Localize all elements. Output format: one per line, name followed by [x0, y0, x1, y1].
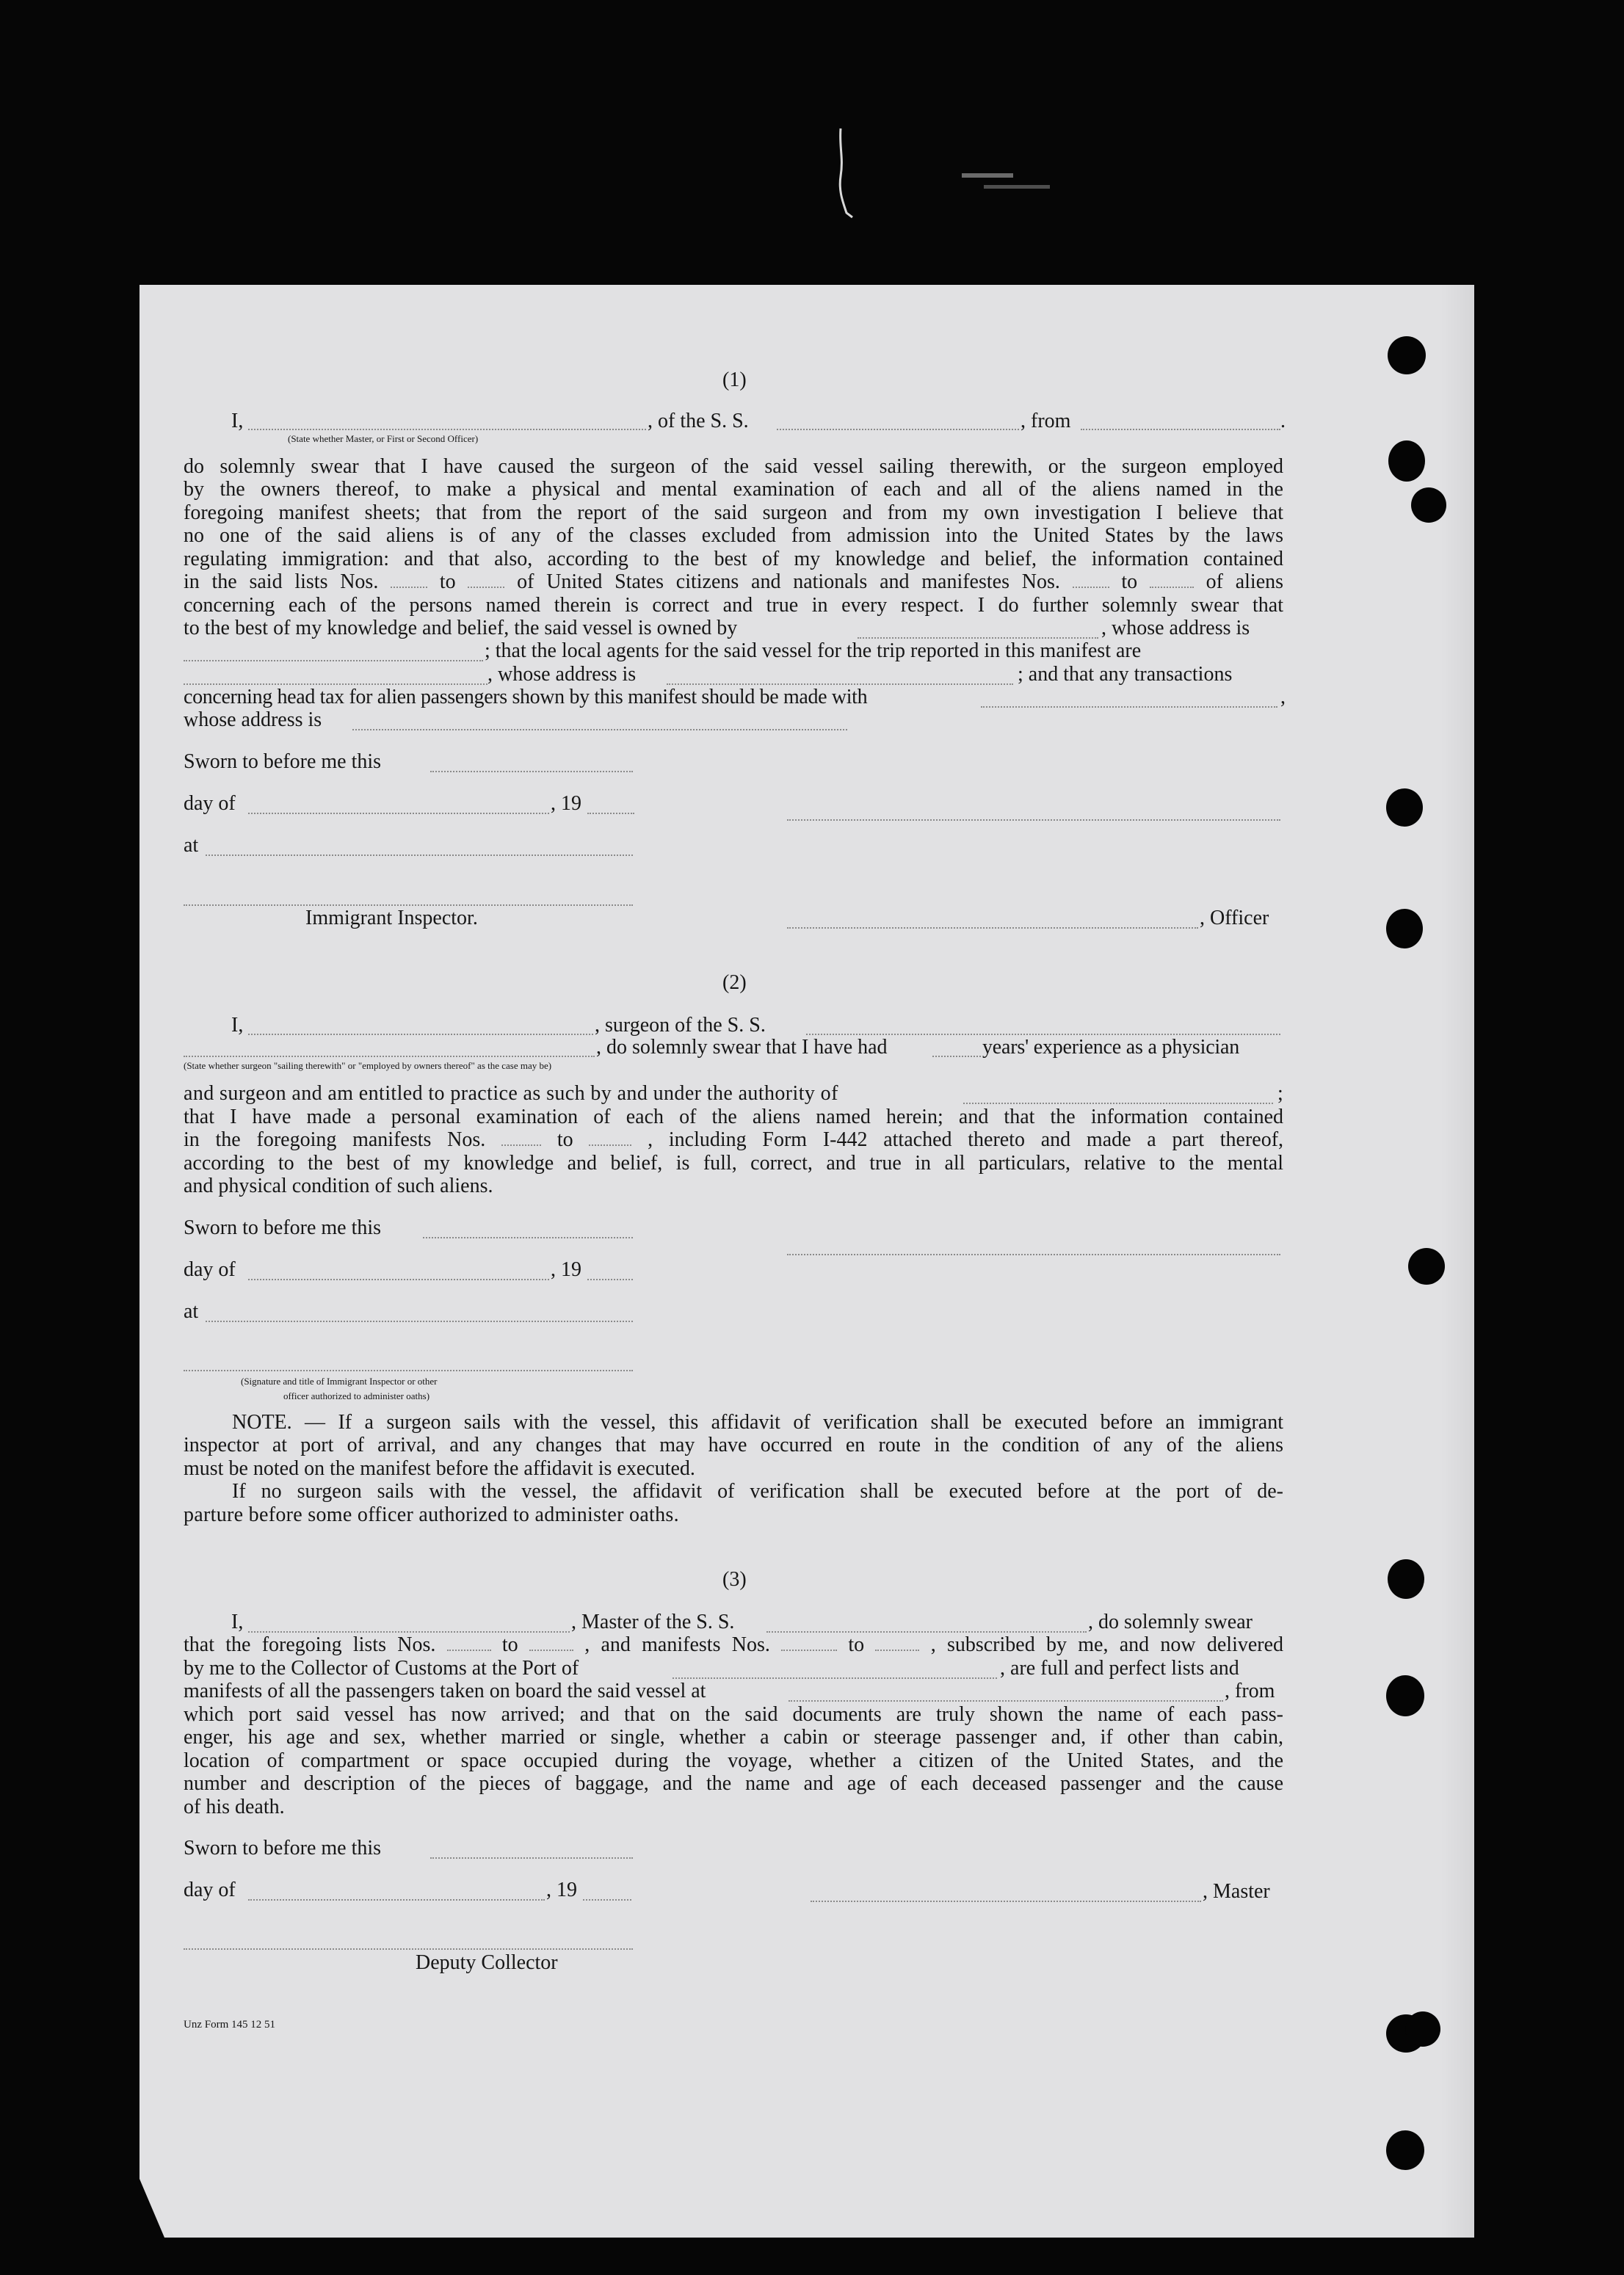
- surgeon-vessel-field[interactable]: [806, 1034, 1280, 1035]
- oath-line: of his death.: [184, 1796, 285, 1818]
- year-field[interactable]: [583, 1899, 631, 1901]
- day-of-field[interactable]: [248, 1899, 545, 1901]
- oath-line-manifests: [184, 1128, 1283, 1151]
- section-2-heading: (2): [722, 971, 747, 994]
- at-field[interactable]: [206, 1321, 633, 1322]
- section-1-heading: (1): [722, 369, 747, 391]
- comma: ,: [1280, 686, 1286, 708]
- day-of-field[interactable]: [248, 1279, 549, 1280]
- from-label: , from: [1021, 410, 1071, 432]
- oath-line: location of compartment or space occupied during the voyage, whether a citizen of the United States, and the: [184, 1749, 1283, 1772]
- inspector-signature-line[interactable]: [184, 1370, 633, 1371]
- whose-address-label: , whose address is: [1101, 617, 1250, 639]
- surgeon-note: (State whether surgeon "sailing therewith" or "employed by owners thereof" as the case may be): [184, 1060, 552, 1071]
- year-field[interactable]: [587, 813, 634, 814]
- head-tax-label: concerning head tax for alien passengers shown by this manifest should be made with: [184, 686, 868, 708]
- oath-line: regulating immigration: and that also, according to the best of my knowledge and belief, the information contained: [184, 548, 1283, 570]
- inspector-signature-line[interactable]: [184, 904, 633, 906]
- oath-line: by the owners thereof, to make a physical and mental examination of each and all of the aliens named in the: [184, 478, 1283, 501]
- sworn-label: Sworn to before me this: [184, 1216, 382, 1239]
- manifests-all-label: manifests of all the passengers taken on board the said vessel at: [184, 1680, 706, 1702]
- punch-hole: [1386, 1675, 1424, 1716]
- day-of-label: day of: [184, 792, 236, 815]
- punch-hole: [1388, 440, 1425, 482]
- inspector-label: Immigrant Inspector.: [305, 907, 478, 929]
- boarding-port-field[interactable]: [789, 1700, 1223, 1702]
- form-i442-label: , including Form I-442 attached thereto and made a part thereof,: [648, 1128, 1284, 1151]
- manifests-to-field[interactable]: [875, 1650, 919, 1651]
- surgeon-status-field[interactable]: [184, 1056, 595, 1057]
- subscribed-label: , subscribed by me, and now delivered: [930, 1633, 1284, 1656]
- manifests-to-field[interactable]: [589, 1144, 631, 1146]
- experience-label: years' experience as a physician: [982, 1036, 1240, 1059]
- end-period: .: [1280, 410, 1286, 432]
- semicolon: ;: [1277, 1082, 1283, 1105]
- lists-from-field[interactable]: [447, 1650, 491, 1651]
- lists-nos-label: in the said lists Nos.: [184, 570, 379, 593]
- years-field[interactable]: [932, 1056, 981, 1057]
- master-vessel-field[interactable]: [766, 1631, 1087, 1633]
- head-tax-address-field[interactable]: [352, 729, 847, 730]
- to-label: to: [1121, 570, 1138, 593]
- at-label: at: [184, 1300, 199, 1323]
- master-label: , Master: [1203, 1880, 1270, 1903]
- section-3-heading: (3): [722, 1568, 747, 1591]
- oath-line-lists: [184, 1633, 1283, 1656]
- sworn-date-field[interactable]: [423, 1237, 633, 1238]
- punch-hole: [1386, 788, 1423, 827]
- sworn-label: Sworn to before me this: [184, 1837, 382, 1859]
- punch-hole: [1405, 2011, 1440, 2047]
- punch-hole: [1408, 1248, 1445, 1285]
- do-swear-label: , do solemnly swear: [1088, 1611, 1253, 1633]
- punch-hole: [1386, 2130, 1424, 2170]
- lists-to-field[interactable]: [529, 1650, 573, 1651]
- i-label: I,: [231, 1611, 244, 1633]
- deputy-collector-label: Deputy Collector: [416, 1951, 558, 1974]
- to-label: to: [557, 1128, 573, 1151]
- whose-address-label: , whose address is: [487, 663, 637, 686]
- oath-line: foregoing manifest sheets; that from the report of the said surgeon and from my own investigation I believe that: [184, 501, 1283, 524]
- transactions-label: ; and that any transactions: [1018, 663, 1233, 686]
- sworn-date-field[interactable]: [430, 771, 633, 772]
- at-label: at: [184, 834, 199, 857]
- whose-address-label: whose address is: [184, 708, 322, 731]
- to-label: to: [501, 1633, 518, 1656]
- sworn-label: Sworn to before me this: [184, 750, 382, 773]
- note-line: inspector at port of arrival, and any changes that may have occurred en route in the condition of any of the aliens: [184, 1434, 1283, 1456]
- smudge-mark: [984, 185, 1050, 189]
- from-label: , from: [1225, 1680, 1275, 1702]
- master-name-field[interactable]: [248, 1631, 570, 1633]
- full-perfect-label: , are full and perfect lists and: [1000, 1657, 1239, 1680]
- of-the-ss-label: , of the S. S.: [648, 410, 749, 432]
- punch-hole: [1386, 909, 1423, 948]
- signature-note: (Signature and title of Immigrant Inspector or other: [241, 1376, 438, 1387]
- at-field[interactable]: [206, 855, 633, 856]
- oath-line: and physical condition of such aliens.: [184, 1175, 493, 1197]
- manifests-from-field[interactable]: [781, 1650, 837, 1651]
- owner-address-field[interactable]: [184, 660, 483, 661]
- to-label: to: [439, 570, 456, 593]
- officer-signature-line[interactable]: [787, 927, 1198, 929]
- solemnly-swear-label: , do solemnly swear that I have had: [596, 1036, 888, 1059]
- note-line: must be noted on the manifest before the affidavit is executed.: [184, 1457, 695, 1480]
- from-port-field[interactable]: [1081, 429, 1280, 430]
- manifests-nos-label: in the foregoing manifests Nos.: [184, 1128, 486, 1151]
- punch-hole: [1411, 487, 1446, 523]
- owner-field[interactable]: [858, 637, 1098, 639]
- master-of-label: , Master of the S. S.: [571, 1611, 735, 1633]
- punch-hole: [1388, 1559, 1424, 1599]
- master-signature-line[interactable]: [811, 1901, 1201, 1902]
- officer-note: (State whether Master, or First or Second Officer): [288, 433, 479, 444]
- agents-field[interactable]: [184, 683, 487, 685]
- day-of-label: day of: [184, 1258, 236, 1281]
- sworn-date-field[interactable]: [430, 1857, 633, 1859]
- vessel-name-field[interactable]: [777, 429, 1019, 430]
- collector-label: by me to the Collector of Customs at the Port of: [184, 1657, 579, 1680]
- note-line: If no surgeon sails with the vessel, the affidavit of verification shall be executed before at the port of de-: [232, 1480, 1283, 1503]
- year-label: , 19: [551, 1258, 581, 1281]
- note-line: NOTE. — If a surgeon sails with the vessel, this affidavit of verification shall be executed before an immigrant: [232, 1411, 1283, 1434]
- smudge-mark: [962, 173, 1013, 178]
- lists-nos-label: that the foregoing lists Nos.: [184, 1633, 436, 1656]
- oath-line: no one of the said aliens is of any of the classes excluded from admission into the United States by the laws: [184, 524, 1283, 547]
- day-of-field[interactable]: [248, 813, 549, 814]
- note-line: parture before some officer authorized to administer oaths.: [184, 1503, 679, 1526]
- deputy-signature-line[interactable]: [184, 1948, 633, 1950]
- day-of-label: day of: [184, 1879, 236, 1901]
- oath-line: do solemnly swear that I have caused the surgeon of the said vessel sailing therewith, or the surgeon employed: [184, 455, 1283, 478]
- oath-line: according to the best of my knowledge and belief, is full, correct, and true in all particulars, relative to the mental: [184, 1152, 1283, 1175]
- surgeon-name-field[interactable]: [248, 1034, 593, 1035]
- citizens-label: of United States citizens and nationals and manifestes Nos.: [517, 570, 1060, 593]
- manifests-nos-label: , and manifests Nos.: [584, 1633, 770, 1656]
- year-label: , 19: [551, 792, 581, 815]
- oath-line: number and description of the pieces of baggage, and the name and age of each deceased passenger and the cause: [184, 1772, 1283, 1795]
- to-label: to: [848, 1633, 865, 1656]
- punch-hole: [1388, 336, 1426, 374]
- of-aliens-label: of aliens: [1206, 570, 1284, 593]
- authority-field[interactable]: [963, 1103, 1273, 1104]
- lists-from-field[interactable]: [391, 587, 427, 588]
- agents-address-field[interactable]: [667, 683, 1013, 685]
- year-label: , 19: [546, 1879, 577, 1901]
- local-agents-label: ; that the local agents for the said vessel for the trip reported in this manifest are: [485, 639, 1142, 662]
- port-field[interactable]: [673, 1677, 997, 1679]
- manifests-from-field[interactable]: [501, 1144, 541, 1146]
- surgeon-signature-line[interactable]: [787, 1254, 1280, 1255]
- oath-line: concerning each of the persons named therein is correct and true in every respect. I do further solemnly swear that: [184, 594, 1283, 617]
- officer-name-field[interactable]: [248, 429, 646, 430]
- surgeon-of-label: , surgeon of the S. S.: [595, 1014, 766, 1037]
- officer-signature-line[interactable]: [787, 819, 1280, 821]
- thread-mark: [819, 125, 863, 220]
- head-tax-field[interactable]: [981, 706, 1277, 708]
- manifests-from-field[interactable]: [1073, 587, 1109, 588]
- oath-line-lists: [184, 570, 1283, 593]
- oath-line: that I have made a personal examination of each of the aliens named herein; and that the information contained: [184, 1106, 1283, 1128]
- officer-label: , Officer: [1200, 907, 1269, 929]
- lists-to-field[interactable]: [468, 587, 504, 588]
- i-label: I,: [231, 410, 244, 432]
- year-field[interactable]: [587, 1279, 633, 1280]
- page-shadow: [1440, 285, 1474, 2238]
- authority-label: and surgeon and am entitled to practice as such by and under the authority of: [184, 1082, 838, 1105]
- oath-line: enger, his age and sex, whether married or single, whether a cabin or steerage passenger and, if other than cabin,: [184, 1726, 1283, 1749]
- signature-note: officer authorized to administer oaths): [283, 1390, 430, 1401]
- oath-line: which port said vessel has now arrived; and that on the said documents are truly shown the name of each pass-: [184, 1703, 1283, 1726]
- manifests-to-field[interactable]: [1150, 587, 1194, 588]
- form-number: Unz Form 145 12 51: [184, 2019, 275, 2031]
- owned-by-label: to the best of my knowledge and belief, the said vessel is owned by: [184, 617, 738, 639]
- i-label: I,: [231, 1014, 244, 1037]
